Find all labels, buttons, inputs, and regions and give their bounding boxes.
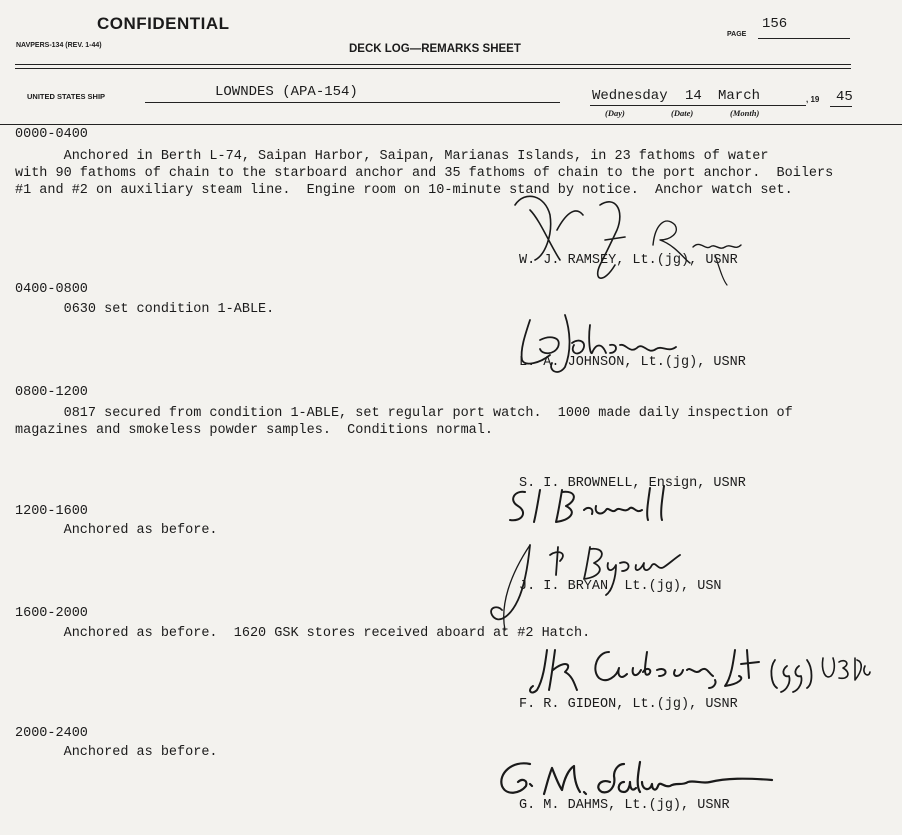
watch-time: 2000-2400 bbox=[15, 726, 88, 741]
entry-remarks bbox=[15, 405, 793, 439]
page-number-rule bbox=[758, 38, 850, 39]
signature-brownell bbox=[500, 480, 700, 530]
entry-remarks bbox=[15, 744, 218, 761]
remarks-line: Anchored as before. 1620 GSK stores received aboard at #2 Hatch. bbox=[15, 626, 591, 641]
remarks-line: 0817 secured from condition 1-ABLE, set regular port watch. 1000 made daily inspection of bbox=[15, 406, 793, 421]
officer-name: J. I. BRYAN, Lt.(jg), USN bbox=[519, 579, 722, 594]
log-day: Wednesday bbox=[592, 88, 668, 104]
signature-gideon bbox=[525, 640, 870, 700]
classification-stamp: CONFIDENTIAL bbox=[97, 14, 230, 33]
form-number: NAVPERS-134 (REV. 1-44) bbox=[16, 42, 102, 49]
month-caption: (Month) bbox=[730, 108, 760, 118]
officer-name: F. R. GIDEON, Lt.(jg), USNR bbox=[519, 697, 738, 712]
entry-remarks bbox=[15, 301, 274, 318]
watch-time: 0400-0800 bbox=[15, 282, 88, 297]
officer-name: S. I. BROWNELL, Ensign, USNR bbox=[519, 476, 746, 491]
watch-time: 0800-1200 bbox=[15, 385, 88, 400]
signature-ramsey bbox=[505, 185, 750, 295]
ship-line-bottom-rule bbox=[0, 124, 902, 125]
remarks-line: Anchored in Berth L-74, Saipan Harbor, Saipan, Marianas Islands, in 23 fathoms of water bbox=[15, 149, 769, 164]
sheet-title: DECK LOG—REMARKS SHEET bbox=[349, 43, 521, 55]
log-month: March bbox=[718, 88, 761, 104]
page-number: 156 bbox=[762, 16, 788, 32]
remarks-line: Anchored as before. bbox=[15, 745, 218, 760]
header-double-rule-bottom bbox=[15, 68, 851, 69]
entry-remarks bbox=[15, 625, 590, 642]
year-rule bbox=[830, 106, 852, 107]
ship-label: UNITED STATES SHIP bbox=[27, 92, 106, 101]
year-prefix: , 19 bbox=[806, 95, 820, 104]
date-box-rule bbox=[590, 105, 806, 106]
header-double-rule-top bbox=[15, 64, 851, 65]
log-date: 14 bbox=[685, 88, 702, 104]
watch-time: 0000-0400 bbox=[15, 127, 88, 142]
log-year: 45 bbox=[836, 89, 853, 105]
officer-name: G. M. DAHMS, Lt.(jg), USNR bbox=[519, 798, 730, 813]
remarks-line: magazines and smokeless powder samples. Conditions normal. bbox=[15, 423, 493, 438]
ship-name-rule bbox=[145, 102, 560, 103]
entry-remarks bbox=[15, 522, 218, 539]
page-label: PAGE bbox=[727, 31, 747, 38]
ship-name: LOWNDES (APA-154) bbox=[215, 84, 358, 100]
day-caption: (Day) bbox=[605, 108, 625, 118]
officer-name: L. A. JOHNSON, Lt.(jg), USNR bbox=[519, 355, 746, 370]
remarks-line: #1 and #2 on auxiliary steam line. Engine room on 10-minute stand by notice. Anchor watch set. bbox=[15, 183, 793, 198]
date-caption: (Date) bbox=[671, 108, 694, 118]
remarks-line: with 90 fathoms of chain to the starboard anchor and 35 fathoms of chain to the port anchor. Boilers bbox=[15, 166, 834, 181]
watch-time: 1200-1600 bbox=[15, 504, 88, 519]
officer-name: W. J. RAMSEY, Lt.(jg), USNR bbox=[519, 253, 738, 268]
remarks-line: 0630 set condition 1-ABLE. bbox=[15, 302, 275, 317]
signature-dahms bbox=[490, 752, 780, 802]
watch-time: 1600-2000 bbox=[15, 606, 88, 621]
remarks-line: Anchored as before. bbox=[15, 523, 218, 538]
